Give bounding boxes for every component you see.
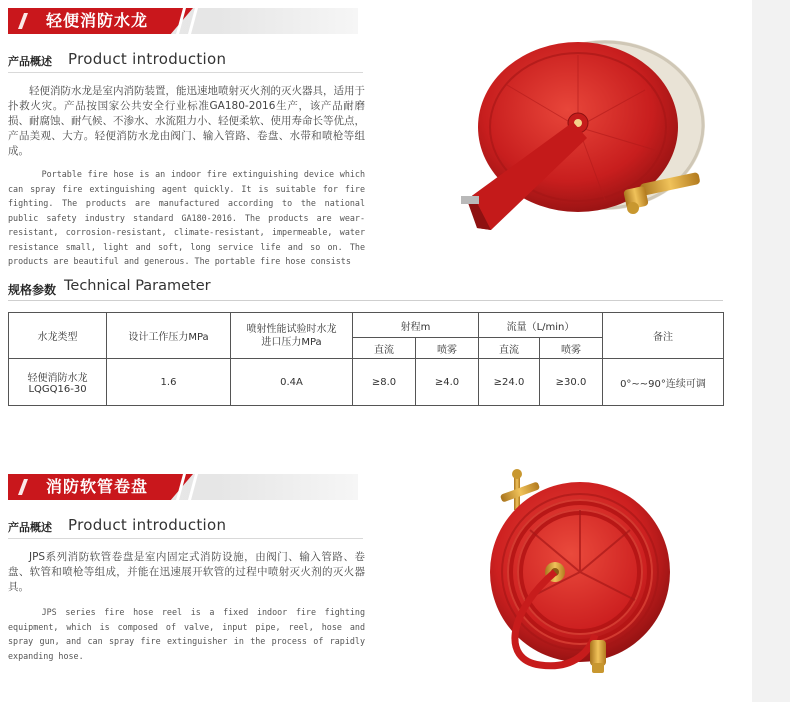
cell-range-spray: ≥4.0	[416, 359, 479, 406]
banner-title: 消防软管卷盘	[46, 477, 149, 496]
hose-reel-image	[480, 460, 680, 678]
page-right-gutter	[752, 0, 790, 702]
reel-paragraph-en: JPS series fire hose reel is a fixed indoor fire fighting equipment, which is composed of valve, input pipe, reel, hose and spray gun, and can spray fire extinguisher in the process of rapidly expanding hose.	[8, 607, 365, 661]
cell-pressure: 1.6	[107, 359, 231, 406]
cell-type	[9, 359, 107, 406]
section-banner-hose-reel	[8, 474, 358, 500]
heading-divider	[8, 538, 363, 539]
subheader-flow-spray: 喷雾	[540, 338, 603, 359]
heading-divider	[8, 72, 363, 73]
subheader-range-straight: 直流	[353, 338, 416, 359]
fire-hose-reel-image	[455, 30, 720, 245]
cell-range-straight: ≥8.0	[353, 359, 416, 406]
header-note: 备注	[603, 313, 724, 359]
product-intro-heading	[8, 516, 368, 538]
reel-paragraph-cn: JPS系列消防软管卷盘是室内固定式消防设施，由阀门、输入管路、卷盘、软管和喷枪等组成，并能在迅速展开软管的过程中喷射灭火剂的灭火器具。	[8, 551, 365, 593]
intro-paragraph-en: Portable fire hose is an indoor fire extinguishing device which can spray fire extinguishing agent quickly. It is suitable for fire fighting. The products are manufactured according to the national public safety industry standard GA180-2016. The products are wear-resistant, corrosion-resistant, climate-resistant, impermeable, water resistance small, light and soft, long service life and so on. The products are beautiful and generous. The portable fire hose consists	[8, 169, 365, 266]
intro-paragraph-cn: 轻便消防水龙是室内消防装置，能迅速地喷射灭火剂的灭火器具，适用于扑救火灾。产品按国家公共安全行业标准GA180-2016生产，该产品耐磨损、耐腐蚀、耐气候、不渗水、水流阻力小、轻便柔软、使用寿命长等优点，产品美观、大方。轻便消防水龙由阀门、输入管路、卷盘、水带和喷枪等组成。	[8, 85, 365, 157]
cell-inlet-pressure: 0.4A	[231, 359, 353, 406]
tech-heading-en: Technical Parameter	[64, 278, 211, 294]
cell-flow-straight: ≥24.0	[479, 359, 540, 406]
tech-heading-divider	[8, 300, 723, 301]
cell-flow-spray: ≥30.0	[540, 359, 603, 406]
heading-cn: 产品概述	[8, 55, 52, 68]
section-banner-portable-hose	[8, 8, 358, 34]
cell-note: 0°~~90°连续可调	[603, 359, 724, 406]
product-intro-heading	[8, 50, 368, 72]
table-header-row	[9, 313, 724, 338]
tech-heading-cn: 规格参数	[8, 283, 57, 297]
header-type: 水龙类型	[9, 313, 107, 359]
header-range: 射程m	[353, 313, 479, 338]
banner-title: 轻便消防水龙	[46, 11, 149, 30]
heading-en: Product introduction	[68, 50, 227, 68]
header-flow: 流量（L/min）	[479, 313, 603, 338]
tech-parameter-heading	[8, 278, 723, 302]
heading-cn: 产品概述	[8, 521, 52, 534]
subheader-range-spray: 喷雾	[416, 338, 479, 359]
table-row	[9, 359, 724, 406]
cell-type-name: 轻便消防水龙	[27, 373, 88, 384]
header-inlet-pressure: 喷射性能试验时水龙进口压力MPa	[231, 313, 353, 359]
parameter-table	[8, 312, 724, 406]
heading-en: Product introduction	[68, 516, 227, 534]
cell-type-model: LQGQ16-30	[28, 384, 87, 395]
header-pressure: 设计工作压力MPa	[107, 313, 231, 359]
subheader-flow-straight: 直流	[479, 338, 540, 359]
